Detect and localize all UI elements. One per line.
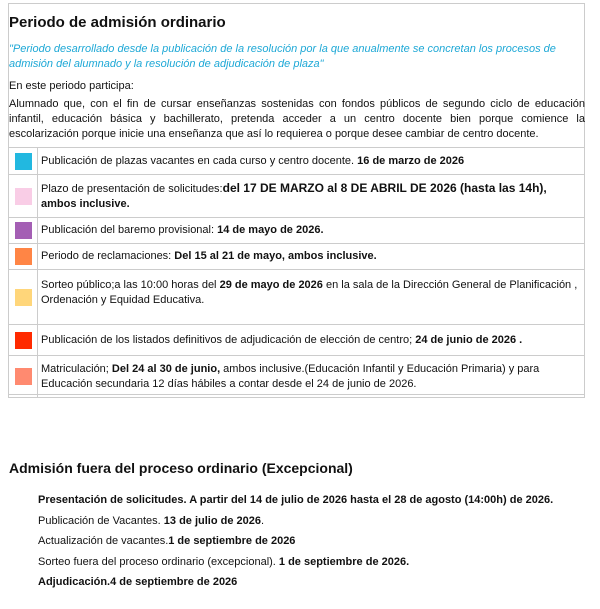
list-item [38,514,553,535]
item-text: Actualización de vacantes. [38,535,169,548]
calendar-row [9,175,585,218]
item-bold: Adjudicación.4 de septiembre de 2026 [38,576,238,589]
row-text-after: en la sala de la Dirección General de Planificación , Ordenación y Equidad Educativa. [41,279,578,306]
color-swatch [15,332,32,349]
row-text: Publicación del baremo provisional: [41,224,215,236]
calendar-row [9,356,585,398]
color-swatch [15,248,32,265]
ordinary-quote: "Periodo desarrollado desde la publicación de la resolución por la que anualmente se concretan los procesos de admisión del alumnado y la resolución de adjudicación de plaza" [9,43,556,70]
item-date: 1 de septiembre de 2026 [168,535,296,548]
item-date: 13 de julio de 2026 [160,514,261,527]
list-item [38,555,553,576]
color-swatch [15,153,32,170]
color-swatch [15,289,32,306]
ordinary-title: Periodo de admisión ordinario [9,14,226,31]
list-item [38,534,553,555]
row-text-after: ambos inclusive.(Educación Infantil y Educación Primaria) y para Educación secundaria 12 días hábiles a contar desde el 24 de junio de 2026. [41,362,540,390]
row-date-suffix: ambos inclusive. [41,197,130,210]
calendar-row [9,148,585,175]
item-text: Publicación de Vacantes. [38,514,161,527]
calendar-table [8,147,585,398]
row-date: Del 24 al 30 de junio, [108,362,221,375]
row-date: 16 de marzo de 2026 [354,154,465,167]
participa-description: Alumnado que, con el fin de cursar enseñanzas sostenidas con fondos públicos de segundo ciclo de educación infantil, educación básica y bachillerato, pretenda acceder a un centro docente bien porque comience la escolarización porque inicie una enseñanza que así lo requierea o porque desee cambiar de centro docente. [9,98,585,140]
color-swatch [15,188,32,205]
calendar-row [9,218,585,244]
item-after: . [261,514,265,527]
row-text: Periodo de reclamaciones: [41,250,172,262]
calendar-row [9,270,585,325]
list-item [38,575,553,596]
row-text: Matriculación; [41,362,109,375]
row-date: Del 15 al 21 de mayo, ambos inclusive. [171,250,377,262]
row-date: del 17 DE MARZO al 8 DE ABRIL DE 2026 (hasta las 14h), [222,180,547,195]
item-bold: Presentación de solicitudes. A partir del 14 de julio de 2026 hasta el 28 de agosto (14:00h) de 2026. [38,494,554,506]
color-swatch [15,368,32,385]
participa-label: En este periodo participa: [9,80,134,92]
row-date: 24 de junio de 2026 . [412,333,523,346]
color-swatch [15,222,32,239]
row-text: Publicación de los listados definitivos de adjudicación de elección de centro; [41,333,413,346]
row-text: Publicación de plazas vacantes en cada curso y centro docente. [41,154,355,167]
row-text: Sorteo público;a las 10:00 horas del [41,279,217,291]
calendar-row [9,325,585,356]
item-date: 1 de septiembre de 2026. [275,555,410,568]
exceptional-title: Admisión fuera del proceso ordinario (Excepcional) [9,460,353,476]
row-date: 29 de mayo de 2026 [216,279,323,291]
calendar-row [9,244,585,270]
row-text: Plazo de presentación de solicitudes: [41,182,223,195]
row-date: 14 de mayo de 2026. [214,224,324,236]
list-item [38,493,553,514]
item-text: Sorteo fuera del proceso ordinario (excepcional). [38,555,276,568]
exceptional-list [38,493,553,596]
